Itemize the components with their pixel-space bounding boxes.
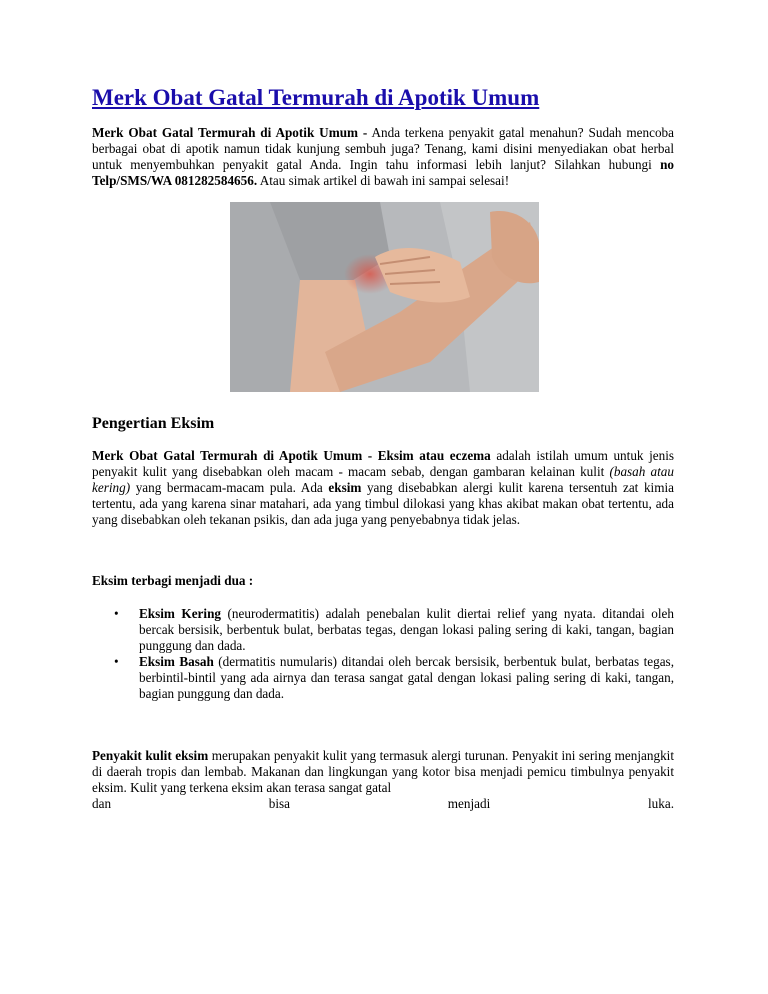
closing-text: merupakan penyakit kulit yang termasuk alergi turunan. Penyakit ini sering menjangkit di daerah tropis dan lembab. Makanan dan lingkungan yang kotor bisa menjadi pemicu timbulnya penyakit eksim. Kulit yang terkena eksim akan terasa sangat gatal <box>92 748 675 795</box>
page-title <box>92 82 674 114</box>
type-name: Eksim Kering <box>139 606 221 621</box>
closing-last-line <box>92 796 674 812</box>
word: dan <box>92 796 112 811</box>
section-heading: Pengertian Eksim <box>92 415 215 432</box>
type-description: (neurodermatitis) adalah penebalan kulit diertai relief yang nyata. ditandai oleh bercak bersisik, berbentuk bulat, berbatas tegas, dengan lokasi paling sering di kaki, tangan, bagian punggung dan dada. <box>139 606 675 653</box>
type-name: Eksim Basah <box>139 654 214 669</box>
contact-number: no Telp/SMS/WA 081282584656. <box>92 157 674 188</box>
intro-paragraph <box>92 125 674 189</box>
bullet-icon: • <box>114 606 119 621</box>
types-list <box>92 606 674 702</box>
itchy-arm-illustration <box>230 202 539 392</box>
word: luka. <box>647 796 674 811</box>
document-page <box>92 82 674 812</box>
list-item <box>114 606 675 654</box>
type-description: (dermatitis numularis) ditandai oleh bercak bersisik, berbentuk bulat, berbatas tegas, berbintil-bintil yang ada airnya dan terasa sangat gatal dengan lokasi paling sering di kaki, tangan, bagian punggung dan dada. <box>139 654 674 701</box>
list-item <box>114 654 674 702</box>
title-link[interactable]: Merk Obat Gatal Termurah di Apotik Umum <box>92 85 540 110</box>
word: bisa <box>268 796 291 811</box>
definition-text: yang bermacam-macam pula. Ada <box>130 480 329 495</box>
bullet-icon: • <box>114 654 119 669</box>
intro-lead: Merk Obat Gatal Termurah di Apotik Umum - <box>92 125 368 140</box>
intro-text-end: Atau simak artikel di bawah ini sampai selesai! <box>257 173 510 188</box>
definition-lead: Merk Obat Gatal Termurah di Apotik Umum - Eksim atau eczema <box>92 448 491 463</box>
word: menjadi <box>447 796 491 811</box>
definition-text: adalah istilah umum untuk jenis penyakit kulit yang disebabkan oleh macam - macam sebab, dengan gambaran kelainan kulit <box>92 448 675 479</box>
itchy-arm-photo <box>230 202 539 392</box>
closing-lead: Penyakit kulit eksim <box>92 748 209 763</box>
closing-paragraph <box>92 748 674 796</box>
types-heading: Eksim terbagi menjadi dua : <box>92 573 254 588</box>
definition-keyword: eksim <box>328 480 362 495</box>
definition-paragraph <box>92 448 674 528</box>
intro-text: Anda terkena penyakit gatal menahun? Sudah mencoba berbagai obat di apotik namun tidak kunjung sembuh juga? Tenang, kami disini menyediakan obat herbal untuk menyembuhkan penyakit gatal Anda. Ingin tahu informasi lebih lanjut? Silahkan hubungi <box>92 125 674 172</box>
definition-text: yang disebabkan alergi kulit karena tersentuh zat kimia tertentu, ada yang karena sinar matahari, ada yang timbul dilokasi yang khas akibat makan obat tertentu, ada yang disebabkan oleh tekanan psikis, dan ada juga yang penyebabnya tidak jelas. <box>92 480 674 527</box>
definition-italic: (basah atau kering) <box>92 464 674 495</box>
